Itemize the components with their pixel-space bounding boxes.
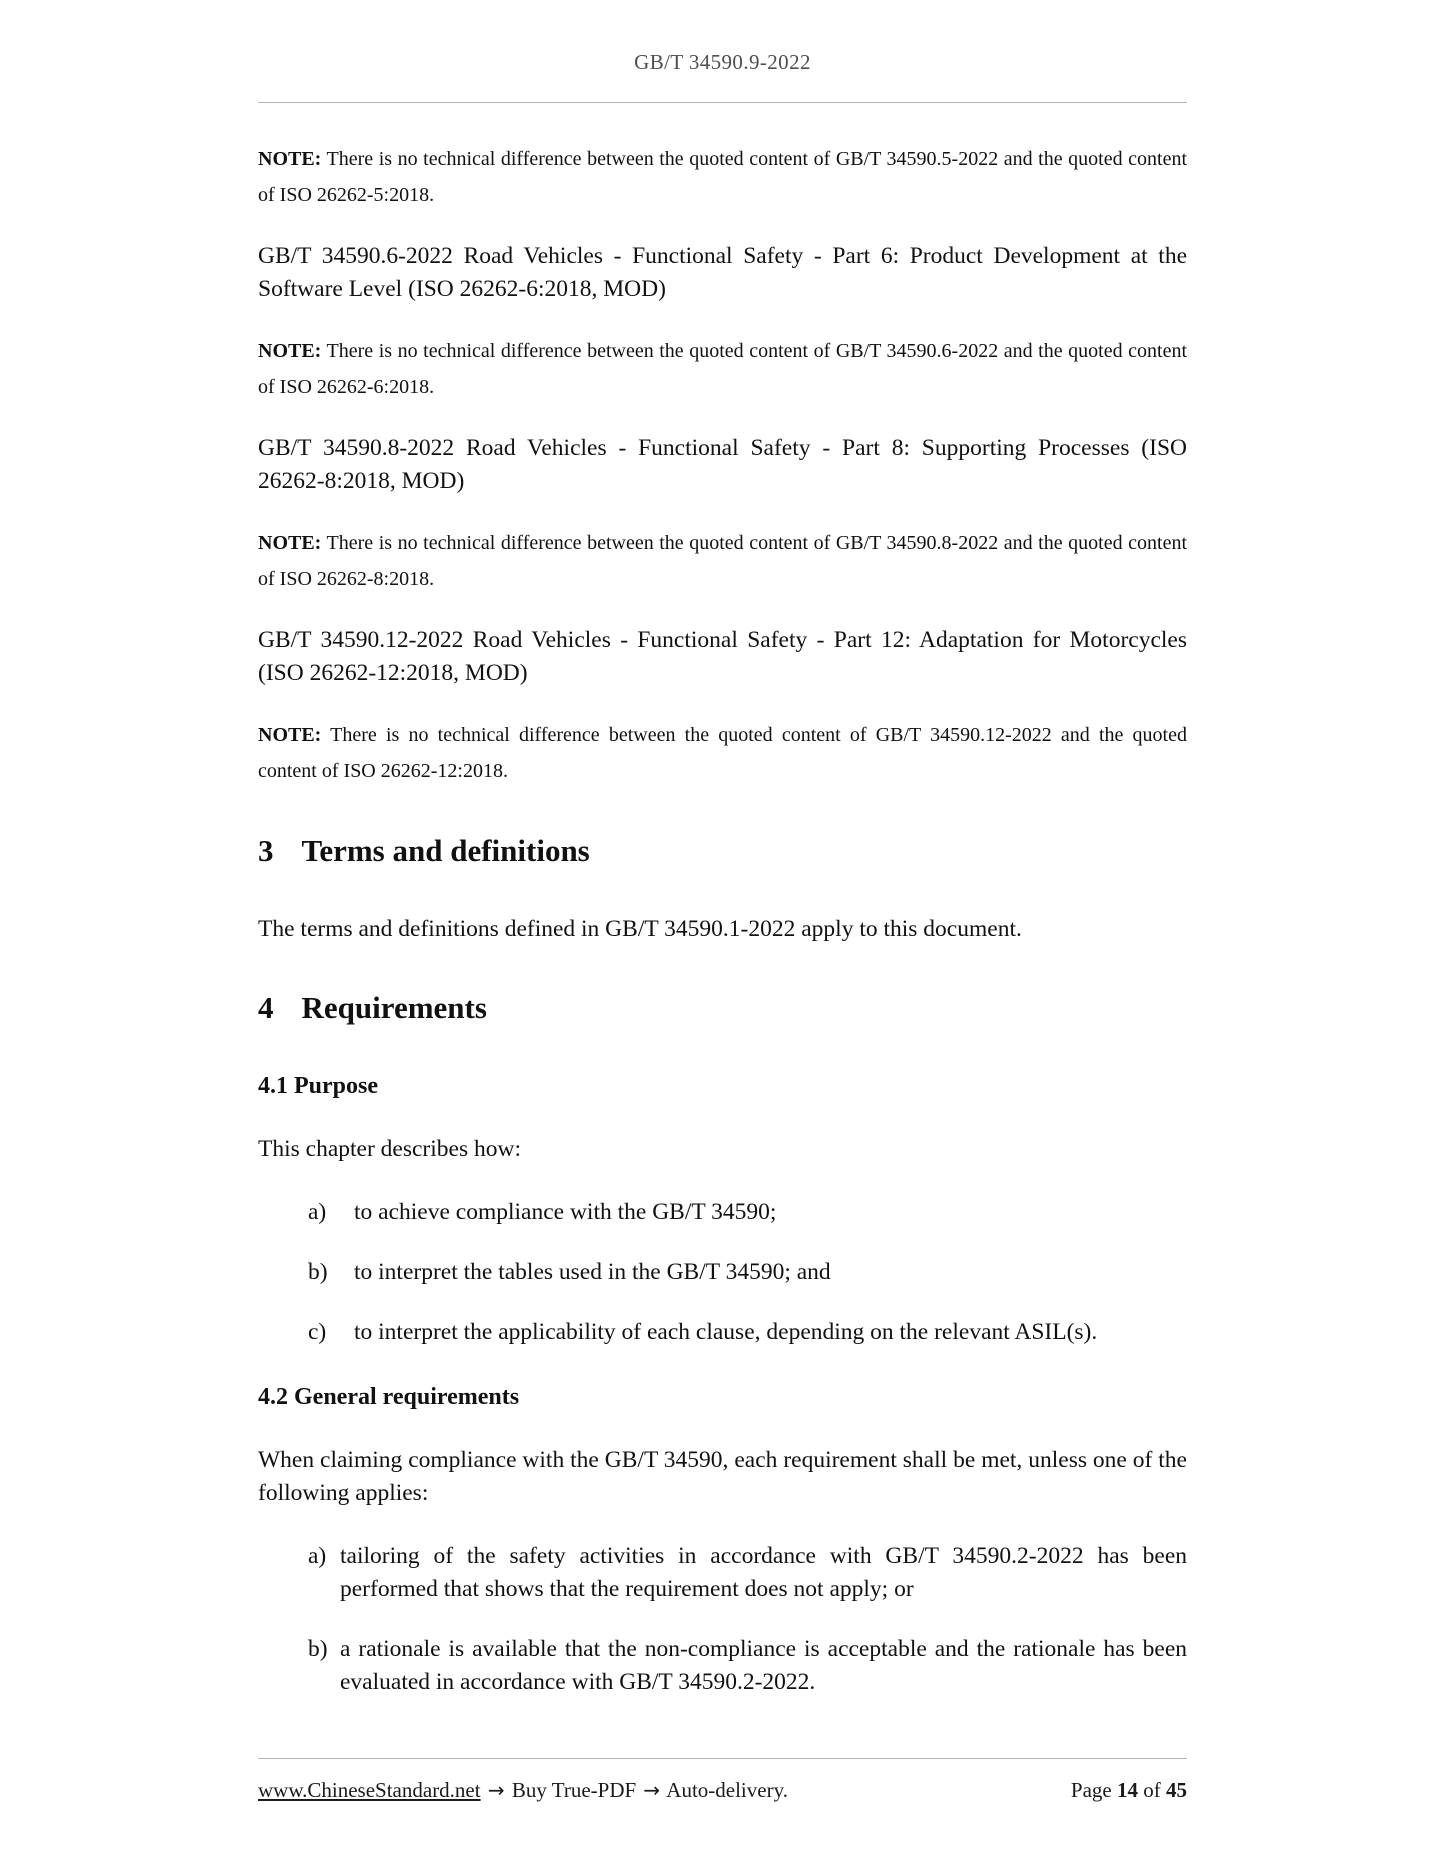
note-text: There is no technical difference between the quoted content of GB/T 34590.6-2022 and the quoted content of ISO 26262-6:2018. bbox=[258, 340, 1187, 398]
section-number: 4 bbox=[258, 990, 274, 1025]
subsection-heading-general: 4.2 General requirements bbox=[258, 1384, 520, 1410]
of-label: of bbox=[1143, 1778, 1161, 1802]
general-intro-paragraph: When claiming compliance with the GB/T 34590, each requirement shall be met, unless one of the following applies: bbox=[258, 1447, 1187, 1506]
section-heading-requirements bbox=[258, 988, 1187, 1028]
list-item-c bbox=[308, 1316, 1187, 1349]
page-indicator bbox=[1071, 1778, 1187, 1803]
current-page-number: 14 bbox=[1117, 1778, 1138, 1802]
subsection-heading-purpose: 4.1 Purpose bbox=[258, 1073, 378, 1099]
auto-delivery-label: Auto-delivery. bbox=[666, 1778, 788, 1802]
reference-paragraph-1: GB/T 34590.6-2022 Road Vehicles - Functional Safety - Part 6: Product Development at the Software Level (ISO 26262-6:2018, MOD) bbox=[258, 243, 1187, 302]
list-marker: b) bbox=[308, 1259, 328, 1285]
page-content bbox=[0, 103, 1445, 1699]
terms-body-paragraph: The terms and definitions defined in GB/T 34590.1-2022 apply to this document. bbox=[258, 916, 1022, 942]
list-item-a bbox=[308, 1196, 1187, 1229]
list-marker: c) bbox=[308, 1319, 327, 1345]
list-item-text: to interpret the tables used in the GB/T 34590; and bbox=[354, 1259, 831, 1285]
general-requirements-list bbox=[258, 1540, 1187, 1699]
note-text: There is no technical difference between the quoted content of GB/T 34590.5-2022 and the quoted content of ISO 26262-5:2018. bbox=[258, 148, 1187, 206]
list-item-text: a rationale is available that the non-compliance is acceptable and the rationale has been evaluated in accordance with GB/T 34590.2-2022. bbox=[340, 1636, 1187, 1695]
list-item-b bbox=[308, 1256, 1187, 1289]
list-marker: a) bbox=[308, 1543, 327, 1569]
section-title: Requirements bbox=[301, 990, 487, 1025]
note-paragraph-1 bbox=[258, 141, 1187, 213]
section-number: 3 bbox=[258, 833, 274, 868]
note-label: NOTE: bbox=[258, 532, 322, 554]
note-text: There is no technical difference between the quoted content of GB/T 34590.8-2022 and the quoted content of ISO 26262-8:2018. bbox=[258, 532, 1187, 590]
arrow-right-icon: → bbox=[643, 1778, 661, 1802]
purpose-intro-paragraph: This chapter describes how: bbox=[258, 1136, 521, 1162]
list-item-text: tailoring of the safety activities in accordance with GB/T 34590.2-2022 has been performed that shows that the requirement does not apply; or bbox=[340, 1543, 1187, 1602]
website-link[interactable]: www.ChineseStandard.net bbox=[258, 1778, 481, 1802]
footer-rule bbox=[258, 1758, 1187, 1759]
section-heading-terms bbox=[258, 831, 1187, 871]
note-label: NOTE: bbox=[258, 724, 322, 746]
note-text: There is no technical difference between the quoted content of GB/T 34590.12-2022 and the quoted content of ISO 26262-12:2018. bbox=[258, 724, 1187, 782]
arrow-right-icon: → bbox=[487, 1778, 505, 1802]
page-header bbox=[0, 0, 1445, 103]
note-paragraph-2 bbox=[258, 333, 1187, 405]
reference-paragraph-3: GB/T 34590.12-2022 Road Vehicles - Functional Safety - Part 12: Adaptation for Motorcycles (ISO 26262-12:2018, MOD) bbox=[258, 627, 1187, 686]
section-title: Terms and definitions bbox=[301, 833, 590, 868]
list-marker: a) bbox=[308, 1199, 327, 1225]
page-footer bbox=[258, 1778, 1187, 1803]
list-item-text: to interpret the applicability of each clause, depending on the relevant ASIL(s). bbox=[354, 1319, 1098, 1345]
note-paragraph-4 bbox=[258, 717, 1187, 789]
note-paragraph-3 bbox=[258, 525, 1187, 597]
page-label: Page bbox=[1070, 1778, 1112, 1802]
list-marker: b) bbox=[308, 1636, 328, 1662]
purpose-list bbox=[258, 1196, 1187, 1349]
list-item-a bbox=[308, 1540, 1187, 1606]
note-label: NOTE: bbox=[258, 340, 322, 362]
note-label: NOTE: bbox=[258, 148, 322, 170]
buy-true-pdf-label: Buy True-PDF bbox=[511, 1778, 637, 1802]
reference-paragraph-2: GB/T 34590.8-2022 Road Vehicles - Functional Safety - Part 8: Supporting Processes (ISO 26262-8:2018, MOD) bbox=[258, 435, 1187, 494]
list-item-b bbox=[308, 1633, 1187, 1699]
running-header-doc-number: GB/T 34590.9-2022 bbox=[634, 50, 811, 74]
list-item-text: to achieve compliance with the GB/T 34590; bbox=[354, 1199, 777, 1225]
total-page-number: 45 bbox=[1166, 1778, 1187, 1802]
footer-source-line bbox=[258, 1778, 788, 1803]
